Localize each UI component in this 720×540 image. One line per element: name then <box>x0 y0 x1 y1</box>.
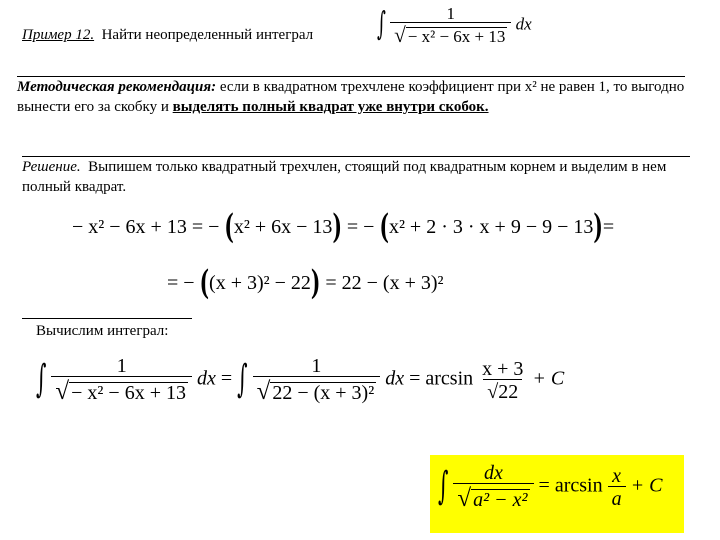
result-denominator: √22 <box>483 379 522 402</box>
formula-box: ∫ dx √ a² − x² = arcsin $\frac{x}{a}$ + C <box>430 455 684 533</box>
eq1-group1: x² + 6x − 13 <box>233 216 333 238</box>
formula-arg <box>608 466 626 509</box>
example-dx: dx <box>515 14 532 34</box>
calc-label: Вычислим интеграл: <box>36 323 169 339</box>
integral-sign-icon: ∫ <box>377 5 386 44</box>
equation-line-2 <box>167 261 444 303</box>
middle-radicand: 22 − (x + 3)² <box>272 382 375 404</box>
formula-radicand: a² − x² <box>473 489 528 511</box>
example-label: Пример 12. <box>22 27 95 43</box>
formula-numerator: dx <box>484 462 503 484</box>
equation-line-1 <box>72 205 615 247</box>
eq2-lead: = − <box>167 272 195 294</box>
example-radicand: − x² − 6x + 13 <box>407 27 506 47</box>
sqrt-icon: √ <box>457 485 472 512</box>
solution-text: Выпишем только квадратный трехчлен, стоящий под квадратным корнем и выделим в нем полный квадрат. <box>22 159 667 195</box>
sqrt-icon: √ <box>55 378 70 405</box>
recommendation-block <box>17 76 685 117</box>
result-func: arcsin <box>425 367 474 390</box>
result-fraction <box>478 359 527 402</box>
solution-label: Решение. <box>22 159 81 175</box>
right-paren-icon: ) <box>332 205 342 247</box>
recommendation-label: Методическая рекомендация: <box>17 79 217 95</box>
example-integral <box>377 5 532 46</box>
formula-fraction <box>453 463 533 511</box>
example-numerator: 1 <box>446 4 455 23</box>
eq1-lhs: − x² − 6x + 13 = − <box>72 216 220 238</box>
eq1-mid: = − <box>346 216 375 238</box>
sqrt-icon: √ <box>394 23 406 47</box>
example-heading <box>22 27 313 44</box>
middle-dx: dx <box>385 367 405 390</box>
eq1-tail: = <box>602 216 615 238</box>
example-task: Найти неопределенный интеграл <box>101 27 314 43</box>
integral-chain: ∫ 1 √ − x² − 6x + 13 dx = ∫ 1 √ 22 − (x + 3)² dx = arcsin $\frac{x + 3}{√22}$ + C <box>36 354 565 405</box>
solution-block <box>22 156 690 197</box>
formula-func: arcsin <box>554 474 603 497</box>
middle-fraction <box>253 356 381 404</box>
middle-numerator: 1 <box>311 355 322 377</box>
formula-constant: + C <box>630 474 663 497</box>
recommendation-text: если в квадратном трехчлене коэффициент при x² не равен 1, то выгодно вынести его за скобку и <box>17 79 685 115</box>
eq2-rhs: = 22 − (x + 3)² <box>325 272 444 294</box>
integral-sign-icon: ∫ <box>438 461 449 508</box>
left-numerator: 1 <box>116 355 127 377</box>
integral-sign-icon: ∫ <box>36 354 47 401</box>
recommendation-emphasis: выделять полный квадрат уже внутри скобок. <box>172 99 489 115</box>
result-numerator: x + 3 <box>482 357 524 380</box>
calc-divider <box>22 318 192 319</box>
eq2-group: (x + 3)² − 22 <box>209 272 311 294</box>
left-paren-icon: ( <box>224 205 234 247</box>
formula-arg-num: x <box>612 464 622 487</box>
left-paren-icon: ( <box>379 205 389 247</box>
result-constant: + C <box>532 367 565 390</box>
formula-arg-den: a <box>608 486 626 509</box>
example-fraction <box>390 5 511 46</box>
integral-sign-icon: ∫ <box>237 354 248 401</box>
left-dx: dx <box>197 367 216 390</box>
sqrt-icon: √ <box>256 378 271 405</box>
eq1-group2: x² + 2 · 3 · x + 9 − 9 − 13 <box>388 216 594 238</box>
left-radicand: − x² − 6x + 13 <box>71 382 186 404</box>
right-paren-icon: ) <box>593 205 603 247</box>
left-paren-icon: ( <box>199 261 210 303</box>
right-paren-icon: ) <box>310 261 321 303</box>
left-fraction <box>51 356 192 404</box>
